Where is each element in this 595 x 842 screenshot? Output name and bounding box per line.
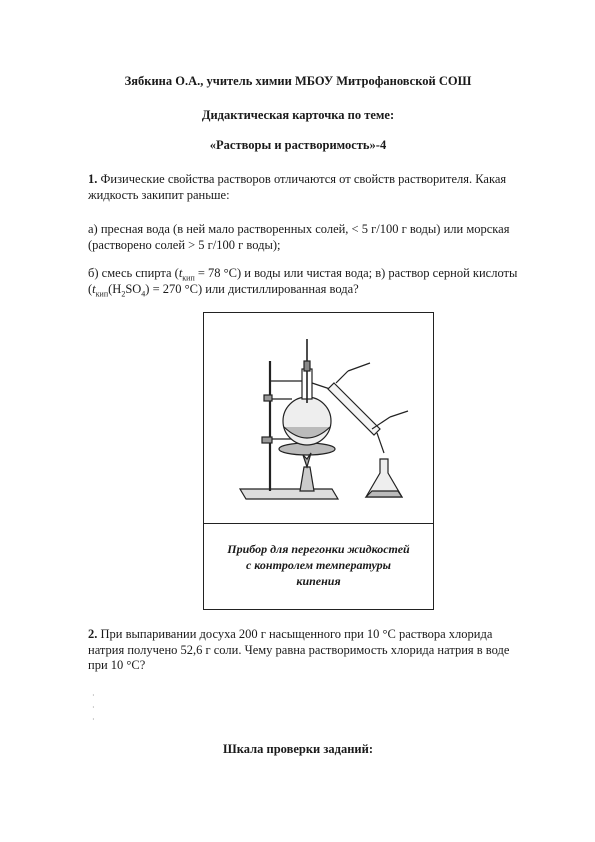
card-subtitle: Дидактическая карточка по теме: bbox=[201, 108, 395, 122]
scale-title: Шкала проверки заданий: bbox=[223, 742, 373, 756]
caption-line-1: Прибор для перегонки жидкостей bbox=[227, 542, 410, 556]
formula-part1: (H bbox=[108, 281, 122, 296]
option-b-part1: б) смесь спирта ( bbox=[88, 266, 179, 280]
author-line: Зябкина О.А., учитель химии МБОУ Митрофановской СОШ bbox=[124, 74, 472, 88]
option-b-part2: = 78 °С) и воды или чистая вода; в) раствор серной кислоты ( bbox=[88, 266, 518, 296]
caption-line-2: с контролем температуры bbox=[245, 558, 391, 573]
caption-line-3: кипения bbox=[296, 574, 341, 589]
t-symbol: t bbox=[178, 266, 183, 280]
figure-box bbox=[203, 312, 434, 610]
formula-part3: ) = 270 °С) или дистиллированная вода? bbox=[145, 281, 359, 296]
card-topic: «Растворы и растворимость»-4 bbox=[209, 138, 387, 152]
subscript-2: 2 bbox=[121, 289, 126, 299]
question-1 bbox=[88, 172, 528, 203]
question-2-number: 2. bbox=[88, 627, 98, 641]
kip-subscript: кип bbox=[182, 273, 195, 283]
kip-subscript-2: кип bbox=[95, 289, 109, 299]
question-1-option-a: а) пресная вода (в ней мало растворенных солей, < 5 г/100 г воды) или морская (растворено солей > 5 г/100 г воды); bbox=[88, 222, 510, 252]
distillation-apparatus-icon bbox=[212, 321, 425, 517]
question-2-text: При выпаривании досуха 200 г насыщенного при 10 °С раствора хлорида натрия получено 52,6 г соли. Чему равна растворимость хлорида натрия в воде при 10 °С? bbox=[88, 627, 510, 673]
question-1-option-b bbox=[88, 266, 528, 297]
formula-part2: SO bbox=[125, 281, 142, 296]
subscript-4: 4 bbox=[141, 289, 146, 299]
question-1-number: 1. bbox=[88, 172, 98, 186]
question-1-text: Физические свойства растворов отличаются от свойств растворителя. Какая жидкость закипит раньше: bbox=[88, 172, 507, 202]
figure-caption bbox=[208, 541, 429, 590]
t-symbol-2: t bbox=[92, 281, 96, 296]
margin-dots: · · · bbox=[92, 691, 95, 724]
figure-divider bbox=[204, 523, 433, 524]
question-2 bbox=[88, 627, 528, 674]
